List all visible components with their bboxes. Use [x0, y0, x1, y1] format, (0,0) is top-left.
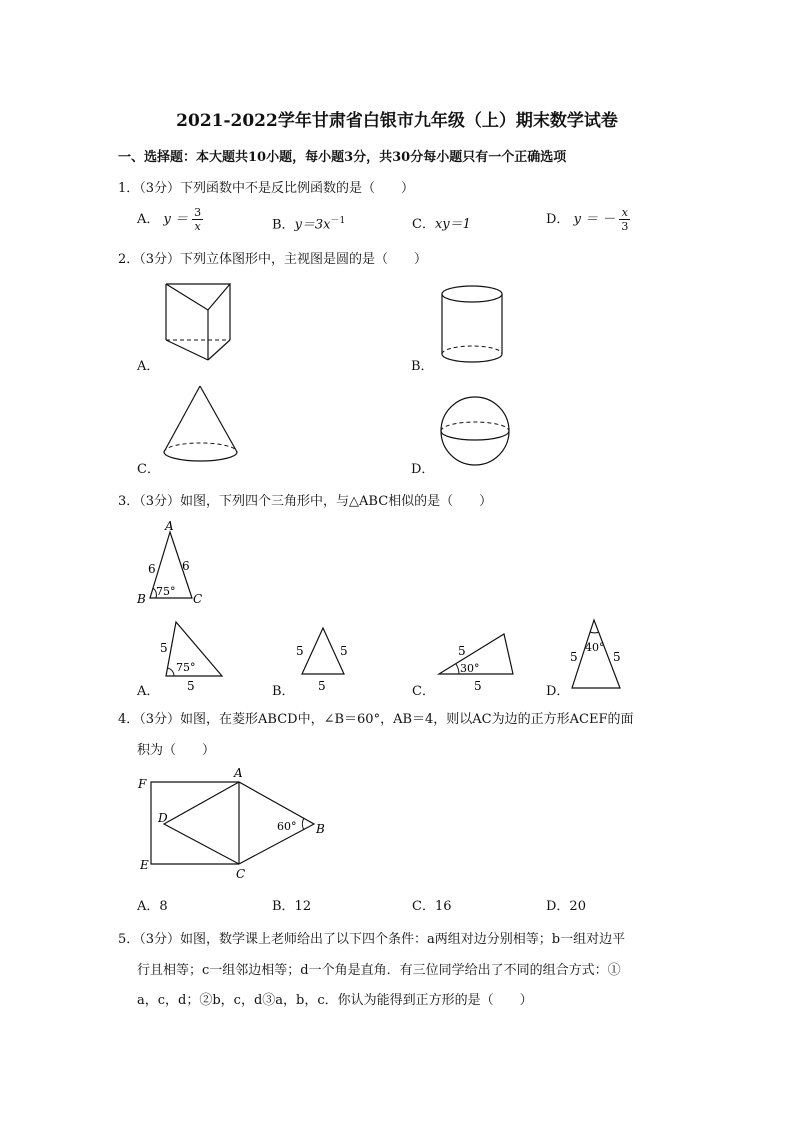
triangle-side-label: 5: [296, 644, 304, 658]
question-1-option-b: [272, 213, 345, 232]
vertex-f-label: F: [138, 777, 147, 791]
question-2-stem: 2．（3分）下列立体图形中，主视图是圆的是（ ）: [118, 252, 428, 267]
triangular-prism-figure: [160, 280, 240, 370]
angle-b-label: 60°: [277, 820, 297, 833]
question-3-option-a-label: A．: [137, 684, 160, 699]
question-4-option-d: D．20: [546, 899, 586, 914]
vertex-b-label: B: [316, 822, 325, 836]
option-b-triangle: [292, 620, 358, 696]
triangle-angle-label: 30°: [460, 662, 480, 675]
option-a-fraction: [192, 206, 203, 233]
cone-figure: [160, 382, 242, 468]
reference-triangle-abc: [134, 518, 214, 610]
option-a-lhs: y ＝: [163, 212, 189, 227]
vertex-a-label: A: [165, 519, 174, 533]
option-d-fraction: [619, 206, 630, 233]
question-5-line-1: 5．（3分）如图，数学课上老师给出了以下四个条件：a两组对边分别相等；b一组对边平: [118, 932, 626, 947]
option-b-exponent: －1: [330, 216, 346, 226]
triangle-side-label: 5: [458, 644, 466, 658]
vertex-e-label: E: [140, 858, 149, 872]
fraction-denominator: 3: [621, 220, 629, 233]
option-c-expression: xy＝1: [434, 217, 471, 232]
question-2-option-b-label: B．: [411, 359, 434, 374]
question-4-stem-line-1: 4．（3分）如图，在菱形ABCD中，∠B＝60°，AB＝4，则以AC为边的正方形ACEF的面: [118, 712, 634, 727]
question-3-option-c-label: C．: [412, 684, 435, 699]
rhombus-square-figure: [134, 764, 334, 886]
question-5-line-2: 行且相等；c一组邻边相等；d一个角是直角．有三位同学给出了不同的组合方式：①: [137, 963, 621, 978]
question-1-option-c: [412, 213, 471, 232]
vertex-d-label: D: [158, 811, 168, 825]
question-1-option-a: [137, 206, 203, 233]
question-4-option-c: C．16: [412, 899, 452, 914]
question-1-option-d: [546, 206, 630, 233]
triangle-angle-label: 75°: [176, 661, 196, 674]
option-c-triangle: [434, 628, 520, 694]
question-2-option-d-label: D．: [411, 462, 435, 477]
option-b-expression: y＝3x: [294, 217, 331, 233]
exam-title: 2021-2022学年甘肃省白银市九年级（上）期末数学试卷: [176, 111, 618, 131]
option-b-label: B．: [272, 217, 295, 233]
question-3-option-d-label: D．: [546, 684, 570, 699]
option-d-triangle: [564, 614, 630, 694]
vertex-c-label: C: [193, 592, 203, 606]
triangle-side-label: 5: [340, 644, 348, 658]
question-4-option-b: B．12: [272, 899, 312, 914]
triangle-angle-label: 40°: [585, 641, 605, 654]
option-a-label: A．: [137, 212, 160, 227]
fraction-numerator: 3: [194, 206, 202, 219]
triangle-side-label: 5: [613, 650, 621, 664]
fraction-numerator: x: [619, 206, 630, 220]
section-heading: 一、选择题：本大题共10小题，每小题3分，共30分每小题只有一个正确选项: [118, 150, 567, 165]
vertex-b-label: B: [137, 592, 146, 606]
triangle-base-label: 5: [318, 679, 326, 693]
question-4-stem-line-2: 积为（ ）: [137, 743, 216, 758]
question-4-option-a: A．8: [137, 899, 168, 914]
triangle-side-label: 5: [570, 650, 578, 664]
option-d-lhs: y ＝ －: [573, 212, 616, 227]
angle-b-label: 75°: [156, 585, 176, 598]
question-2-option-c-label: C．: [137, 462, 160, 477]
vertex-c-label: C: [236, 867, 246, 881]
triangle-side-label: 5: [160, 641, 168, 655]
cylinder-figure: [436, 282, 508, 368]
question-5-line-3: a，c，d；②b，c，d③a，b，c．你认为能得到正方形的是（ ）: [137, 993, 533, 1008]
question-3-option-b-label: B．: [272, 684, 295, 699]
question-1-stem: 1．（3分）下列函数中不是反比例函数的是（ ）: [118, 181, 415, 196]
vertex-a-label: A: [234, 766, 243, 780]
question-2-option-a-label: A．: [137, 359, 160, 374]
fraction-denominator: x: [194, 220, 201, 233]
triangle-base-label: 5: [474, 679, 482, 693]
option-d-label: D．: [546, 212, 570, 227]
side-ac-label: 6: [182, 559, 190, 573]
option-a-triangle: [152, 614, 232, 696]
question-3-stem: 3．（3分）如图，下列四个三角形中，与△ABC相似的是（ ）: [118, 494, 493, 509]
triangle-base-label: 5: [187, 679, 195, 693]
sphere-figure: [438, 394, 512, 468]
option-c-label: C．: [412, 217, 435, 232]
side-ab-label: 6: [148, 562, 156, 576]
